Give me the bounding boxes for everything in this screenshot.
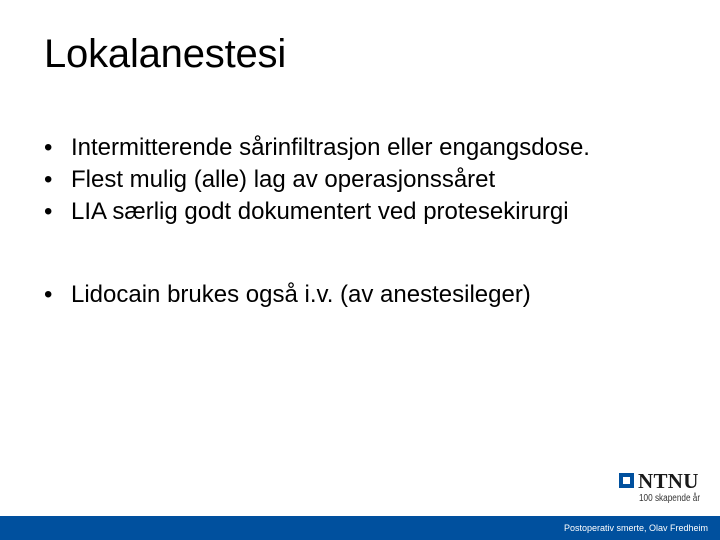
footer-bar [0, 516, 720, 540]
slide-title: Lokalanestesi [44, 32, 287, 76]
logo-name: NTNU [638, 469, 699, 493]
bullet-item: • Lidocain brukes også i.v. (av anestesileger) [44, 279, 704, 311]
bullet-item: • LIA særlig godt dokumentert ved protesekirurgi [44, 196, 704, 228]
bullet-item: • Intermitterende sårinfiltrasjon eller engangsdose. [44, 132, 704, 164]
ntnu-logo-mark-icon [619, 473, 634, 488]
logo-tagline: 100 skapende år [639, 493, 701, 504]
ntnu-logo [619, 470, 714, 510]
footer-text: Postoperativ smerte, Olav Fredheim [563, 523, 708, 533]
bullet-list [44, 132, 704, 311]
bullet-item: • Flest mulig (alle) lag av operasjonssåret [44, 164, 704, 196]
